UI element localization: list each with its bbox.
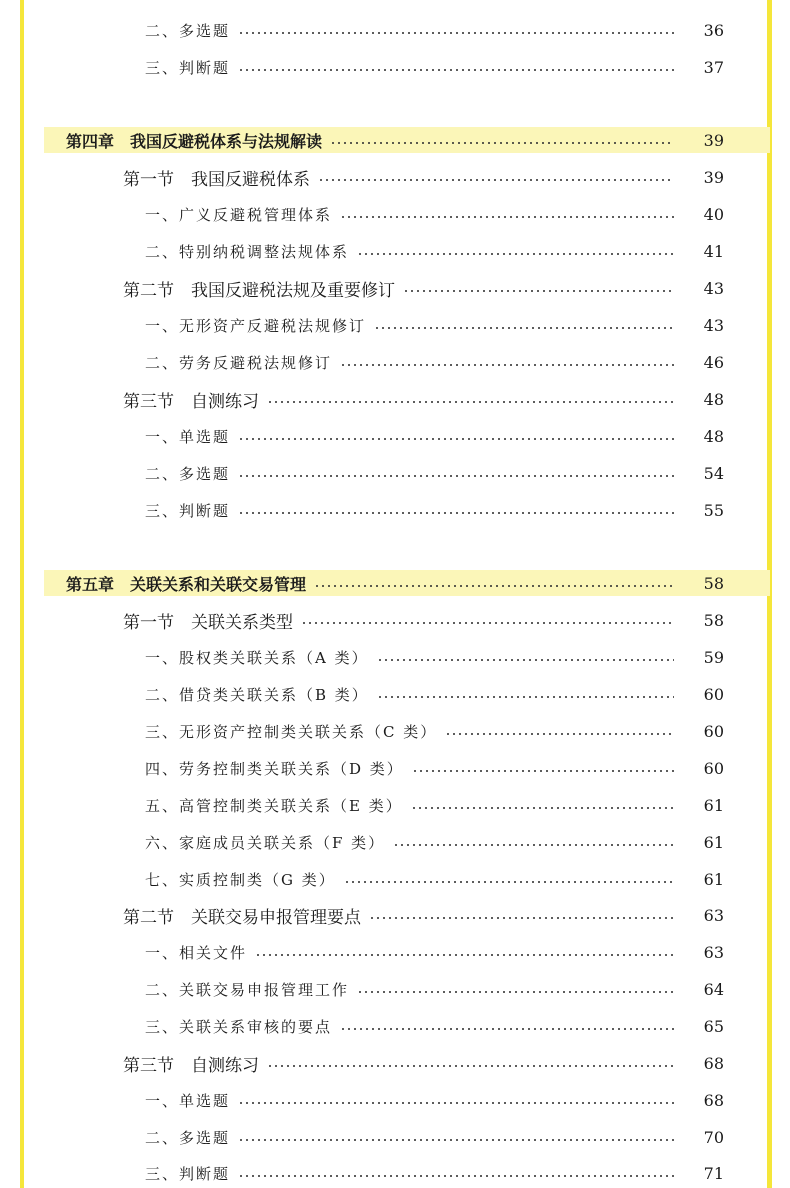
toc-page-number: 60 xyxy=(703,684,724,704)
toc-item-label: 二、特别纳税调整法规体系 xyxy=(145,242,350,261)
toc-section-label: 第一节 关联关系类型 xyxy=(123,612,293,633)
toc-item[interactable] xyxy=(0,1085,790,1115)
toc-page-number: 37 xyxy=(703,57,724,77)
leader-dots xyxy=(238,69,674,71)
leader-dots xyxy=(267,1065,674,1067)
toc-page-number: 39 xyxy=(703,130,724,150)
leader-dots xyxy=(340,216,674,218)
toc-page-number: 43 xyxy=(703,315,724,335)
toc-item-label: 三、判断题 xyxy=(145,1164,231,1183)
toc-page-number: 63 xyxy=(703,905,724,925)
toc-item-label: 二、多选题 xyxy=(145,21,231,40)
toc-item[interactable] xyxy=(0,15,790,45)
toc-page-number: 55 xyxy=(703,500,724,520)
toc-section[interactable] xyxy=(0,900,790,930)
leader-dots xyxy=(369,917,674,919)
toc-item-label: 七、实质控制类（G 类） xyxy=(145,870,336,889)
toc-chapter-label: 第五章 关联关系和关联交易管理 xyxy=(66,574,307,594)
toc-item-label: 一、无形资产反避税法规修订 xyxy=(145,316,367,335)
toc-page-number: 61 xyxy=(703,869,724,889)
toc-item[interactable] xyxy=(0,1122,790,1152)
toc-item[interactable] xyxy=(0,310,790,340)
toc-page-number: 68 xyxy=(703,1090,724,1110)
leader-dots xyxy=(374,327,674,329)
leader-dots xyxy=(340,1028,674,1030)
toc-page-number: 71 xyxy=(703,1163,724,1183)
leader-dots xyxy=(357,253,674,255)
leader-dots xyxy=(255,954,674,956)
toc-item[interactable] xyxy=(0,679,790,709)
toc-page-number: 48 xyxy=(703,426,724,446)
toc-item-label: 一、相关文件 xyxy=(145,943,248,962)
toc-page-number: 40 xyxy=(703,204,724,224)
toc-item-label: 三、无形资产控制类关联关系（C 类） xyxy=(145,722,438,741)
leader-dots xyxy=(393,844,674,846)
toc-page-number: 70 xyxy=(703,1127,724,1147)
toc-page-number: 58 xyxy=(703,610,724,630)
leader-dots xyxy=(403,290,674,292)
leader-dots xyxy=(377,696,674,698)
leader-dots xyxy=(238,1102,674,1104)
toc-item-label: 一、股权类关联关系（A 类） xyxy=(145,648,369,667)
toc-item[interactable] xyxy=(0,974,790,1004)
toc-section-label: 第二节 我国反避税法规及重要修订 xyxy=(123,280,395,301)
toc-item[interactable] xyxy=(0,421,790,451)
toc-item-label: 三、判断题 xyxy=(145,501,231,520)
toc-section[interactable] xyxy=(0,273,790,303)
toc-item-label: 三、关联关系审核的要点 xyxy=(145,1017,333,1036)
toc-item-label: 六、家庭成员关联关系（F 类） xyxy=(145,833,386,852)
toc-item[interactable] xyxy=(0,52,790,82)
toc-page-number: 60 xyxy=(703,721,724,741)
toc-page-number: 41 xyxy=(703,241,724,261)
toc-section-label: 第一节 我国反避税体系 xyxy=(123,169,310,190)
toc-item[interactable] xyxy=(0,1158,790,1188)
toc-item[interactable] xyxy=(0,236,790,266)
leader-dots xyxy=(238,438,674,440)
toc-item[interactable] xyxy=(0,716,790,746)
toc-page-number: 43 xyxy=(703,278,724,298)
toc-item-label: 五、高管控制类关联关系（E 类） xyxy=(145,796,403,815)
toc-section-label: 第三节 自测练习 xyxy=(123,391,259,412)
toc-page-number: 64 xyxy=(703,979,724,999)
toc-page-number: 61 xyxy=(703,832,724,852)
toc-item-label: 一、单选题 xyxy=(145,427,231,446)
leader-dots xyxy=(330,142,674,144)
leader-dots xyxy=(340,364,674,366)
toc-section-label: 第三节 自测练习 xyxy=(123,1055,259,1076)
leader-dots xyxy=(301,622,674,624)
toc-section[interactable] xyxy=(0,605,790,635)
toc-chapter-label: 第四章 我国反避税体系与法规解读 xyxy=(66,131,323,151)
leader-dots xyxy=(318,179,674,181)
leader-dots xyxy=(445,733,674,735)
toc-item-label: 二、多选题 xyxy=(145,464,231,483)
toc-chapter[interactable] xyxy=(0,125,790,155)
toc-item[interactable] xyxy=(0,199,790,229)
toc-page-number: 36 xyxy=(703,20,724,40)
leader-dots xyxy=(412,770,674,772)
toc-page-number: 68 xyxy=(703,1053,724,1073)
toc-section[interactable] xyxy=(0,1048,790,1078)
toc-item[interactable] xyxy=(0,1011,790,1041)
toc-section[interactable] xyxy=(0,384,790,414)
toc-item[interactable] xyxy=(0,458,790,488)
toc-item-label: 四、劳务控制类关联关系（D 类） xyxy=(145,759,404,778)
leader-dots xyxy=(314,585,674,587)
toc-section-label: 第二节 关联交易申报管理要点 xyxy=(123,907,361,928)
toc-item[interactable] xyxy=(0,864,790,894)
toc-section[interactable] xyxy=(0,162,790,192)
toc-item-label: 二、多选题 xyxy=(145,1128,231,1147)
leader-dots xyxy=(238,475,674,477)
toc-page-number: 59 xyxy=(703,647,724,667)
leader-dots xyxy=(411,807,674,809)
leader-dots xyxy=(377,659,674,661)
toc-item[interactable] xyxy=(0,790,790,820)
toc-item-label: 一、广义反避税管理体系 xyxy=(145,205,333,224)
toc-page-number: 61 xyxy=(703,795,724,815)
leader-dots xyxy=(357,991,674,993)
toc-page-number: 39 xyxy=(703,167,724,187)
toc-page-number: 48 xyxy=(703,389,724,409)
leader-dots xyxy=(238,1139,674,1141)
toc-item[interactable] xyxy=(0,347,790,377)
toc-page-number: 65 xyxy=(703,1016,724,1036)
toc-item-label: 二、借贷类关联关系（B 类） xyxy=(145,685,369,704)
toc-item-label: 二、劳务反避税法规修订 xyxy=(145,353,333,372)
leader-dots xyxy=(344,881,674,883)
toc-item[interactable] xyxy=(0,495,790,525)
toc-page-number: 60 xyxy=(703,758,724,778)
leader-dots xyxy=(238,512,674,514)
toc-page-number: 46 xyxy=(703,352,724,372)
toc-page-number: 54 xyxy=(703,463,724,483)
toc-page-number: 63 xyxy=(703,942,724,962)
toc-item[interactable] xyxy=(0,642,790,672)
leader-dots xyxy=(238,1175,674,1177)
leader-dots xyxy=(238,32,674,34)
toc-item-label: 三、判断题 xyxy=(145,58,231,77)
toc-item[interactable] xyxy=(0,937,790,967)
toc-item[interactable] xyxy=(0,753,790,783)
toc-item-label: 一、单选题 xyxy=(145,1091,231,1110)
leader-dots xyxy=(267,401,674,403)
toc-page-number: 58 xyxy=(703,573,724,593)
toc-item[interactable] xyxy=(0,827,790,857)
toc-item-label: 二、关联交易申报管理工作 xyxy=(145,980,350,999)
toc-chapter[interactable] xyxy=(0,568,790,598)
